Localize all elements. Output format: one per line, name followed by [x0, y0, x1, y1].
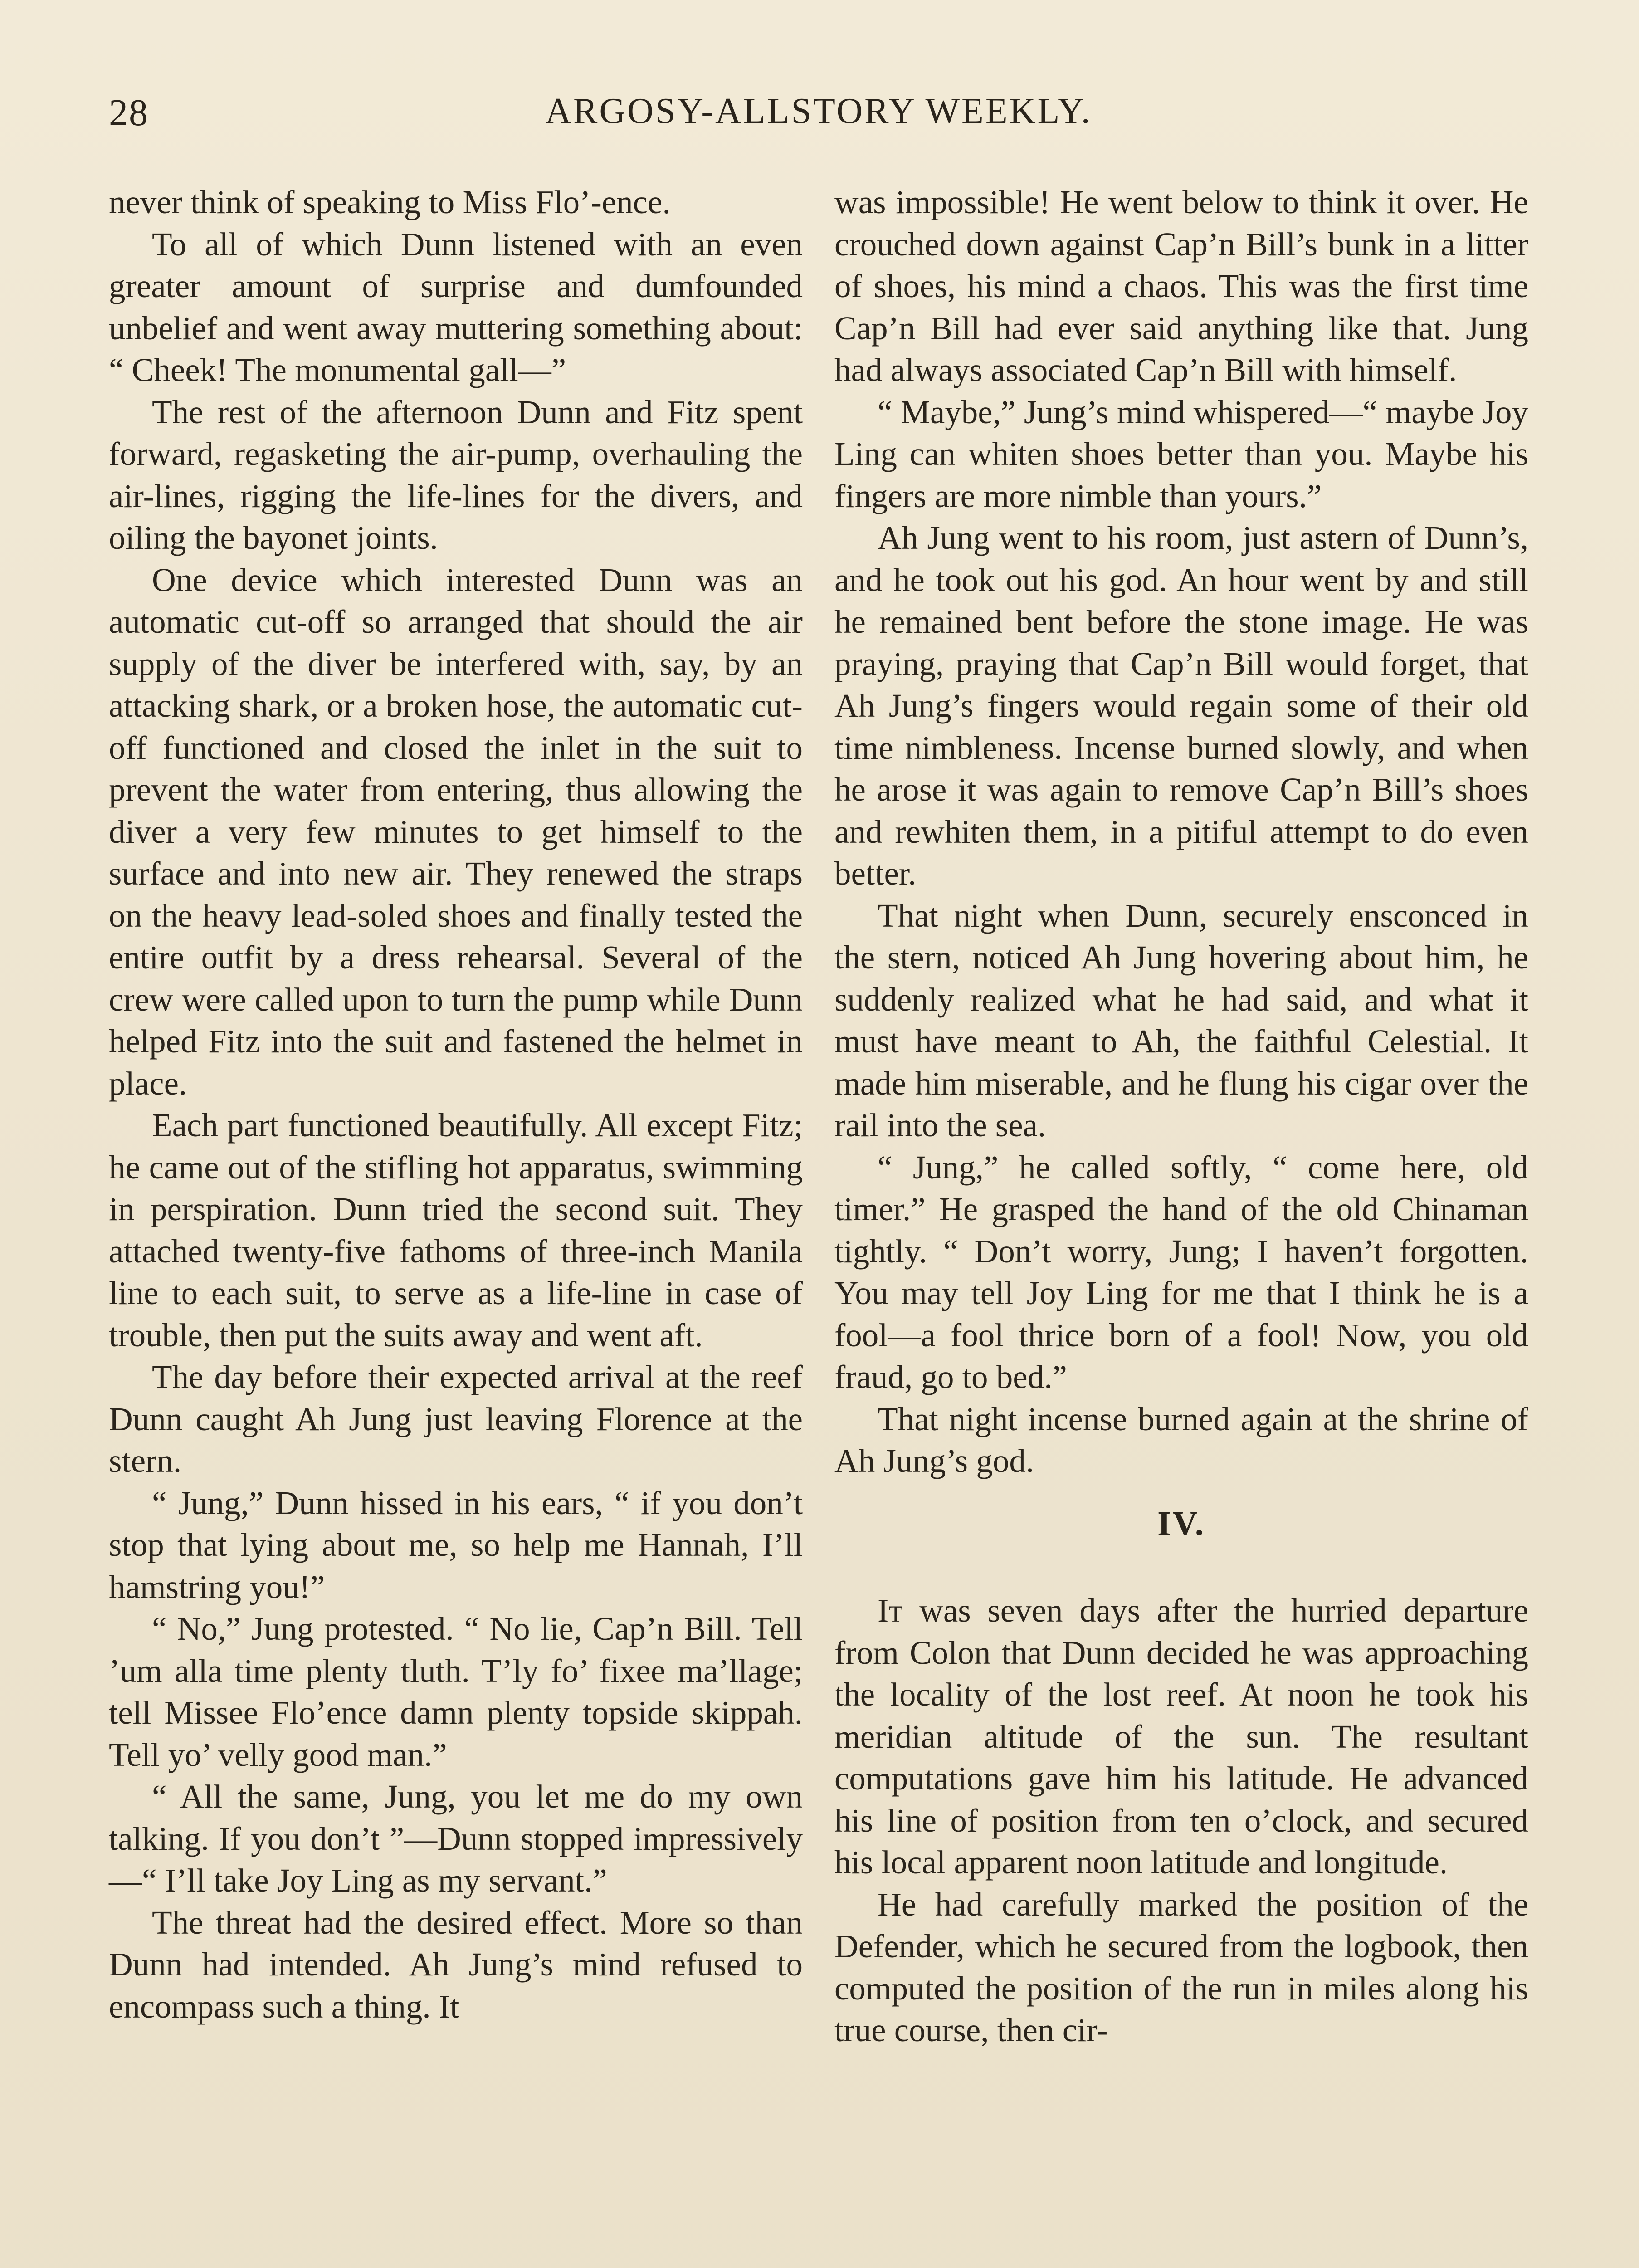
paragraph: “ Jung,” he called softly, “ come here, old timer.” He grasped the hand of the old Chinaman tightly. “ Don’t worry, Jung; I haven’t forgotten. You may tell Joy Ling for me that I think he is a fool—a fool thrice born of a fool! Now, you old fraud, go to bed.” [834, 1149, 1528, 1395]
paragraph: The rest of the afternoon Dunn and Fitz spent forward, regasketing the air-pump, overhauling the air-lines, rigging the life-lines for the divers, and oiling the bayonet joints. [109, 393, 803, 556]
paragraph [834, 1590, 1528, 1884]
page-number: 28 [109, 92, 149, 134]
paragraph: “ Jung,” Dunn hissed in his ears, “ if you don’t stop that lying about me, so help me Hannah, I’ll hamstring you!” [109, 1484, 803, 1605]
paragraph-text: was seven days after the hurried departure from Colon that Dunn decided he was approaching the locality of the lost reef. At noon he took his meridian altitude of the sun. The resultant computations gave him his latitude. He advanced his line of position from ten o’clock, and secured his local apparent noon latitude and longitude. [834, 1592, 1528, 1881]
paragraph: never think of speaking to Miss Flo’-ence. [109, 184, 671, 220]
paragraph: was impossible! He went below to think it over. He crouched down against Cap’n Bill’s bunk in a litter of shoes, his mind a chaos. This was the first time Cap’n Bill had ever said anything like that. Jung had always associated Cap’n Bill with himself. [834, 184, 1528, 388]
paragraph: “ All the same, Jung, you let me do my own talking. If you don’t ”—Dunn stopped impressively—“ I’ll take Joy Ling as my servant.” [109, 1778, 803, 1899]
paragraph: That night incense burned again at the shrine of Ah Jung’s god. [834, 1400, 1528, 1479]
paragraph [834, 1884, 1528, 2052]
paragraph: “ Maybe,” Jung’s mind whispered—“ maybe Joy Ling can whiten shoes better than you. Maybe his fingers are more nimble than yours.” [834, 393, 1528, 514]
paragraph: The day before their expected arrival at the reef Dunn caught Ah Jung just leaving Florence at the stern. [109, 1359, 803, 1479]
paragraph: Each part functioned beautifully. All except Fitz; he came out of the stifling hot apparatus, swimming in perspiration. Dunn tried the second suit. They attached twenty-five fathoms of three-inch Manila line to each suit, to serve as a life-line in case of trouble, then put the suits away and went aft. [109, 1107, 803, 1354]
paragraph: That night when Dunn, securely ensconced in the stern, noticed Ah Jung hovering about him, he suddenly realized what he had said, and what it must have meant to Ah, the faithful Celestial. It made him miserable, and he flung his cigar over the rail into the sea. [834, 897, 1528, 1144]
section-heading: IV. [1157, 1504, 1205, 1543]
right-column [834, 181, 1528, 2052]
running-title: ARGOSY-ALLSTORY WEEKLY. [545, 91, 1092, 131]
paragraph-text: He had carefully marked the position of the Defender, which he secured from the logbook, then computed the position of the run in miles along his true course, then cir- [834, 1886, 1528, 2048]
paragraph: The threat had the desired effect. More so than Dunn had intended. Ah Jung’s mind refused to encompass such a thing. It [109, 1904, 803, 2025]
paragraph: “ No,” Jung protested. “ No lie, Cap’n Bill. Tell ’um alla time plenty tluth. T’ly fo’ fixee ma’llage; tell Missee Flo’ence damn plenty topside skippah. Tell yo’ velly good man.” [109, 1610, 803, 1773]
left-column [109, 181, 803, 2028]
paragraph: One device which interested Dunn was an automatic cut-off so arranged that should the air supply of the diver be interfered with, say, by an attacking shark, or a broken hose, the automatic cut-off functioned and closed the inlet in the suit to prevent the water from entering, thus allowing the diver a very few minutes to get himself to the surface and into new air. They renewed the straps on the heavy lead-soled shoes and finally tested the entire outfit by a dress rehearsal. Several of the crew were called upon to turn the pump while Dunn helped Fitz into the suit and fastened the helmet in place. [109, 561, 803, 1102]
page-header [109, 91, 1528, 141]
paragraph: Ah Jung went to his room, just astern of Dunn’s, and he took out his god. An hour went by and still he remained bent before the stone image. He was praying, praying that Cap’n Bill would forget, that Ah Jung’s fingers would regain some of their old time nimbleness. Incense burned slowly, and when he arose it was again to remove Cap’n Bill’s shoes and rewhiten them, in a pitiful attempt to do even better. [834, 519, 1528, 892]
lead-in-smallcaps: It [878, 1592, 903, 1629]
paragraph: To all of which Dunn listened with an even greater amount of surprise and dumfounded unbelief and went away muttering something about: “ Cheek! The monumental gall—” [109, 225, 803, 388]
